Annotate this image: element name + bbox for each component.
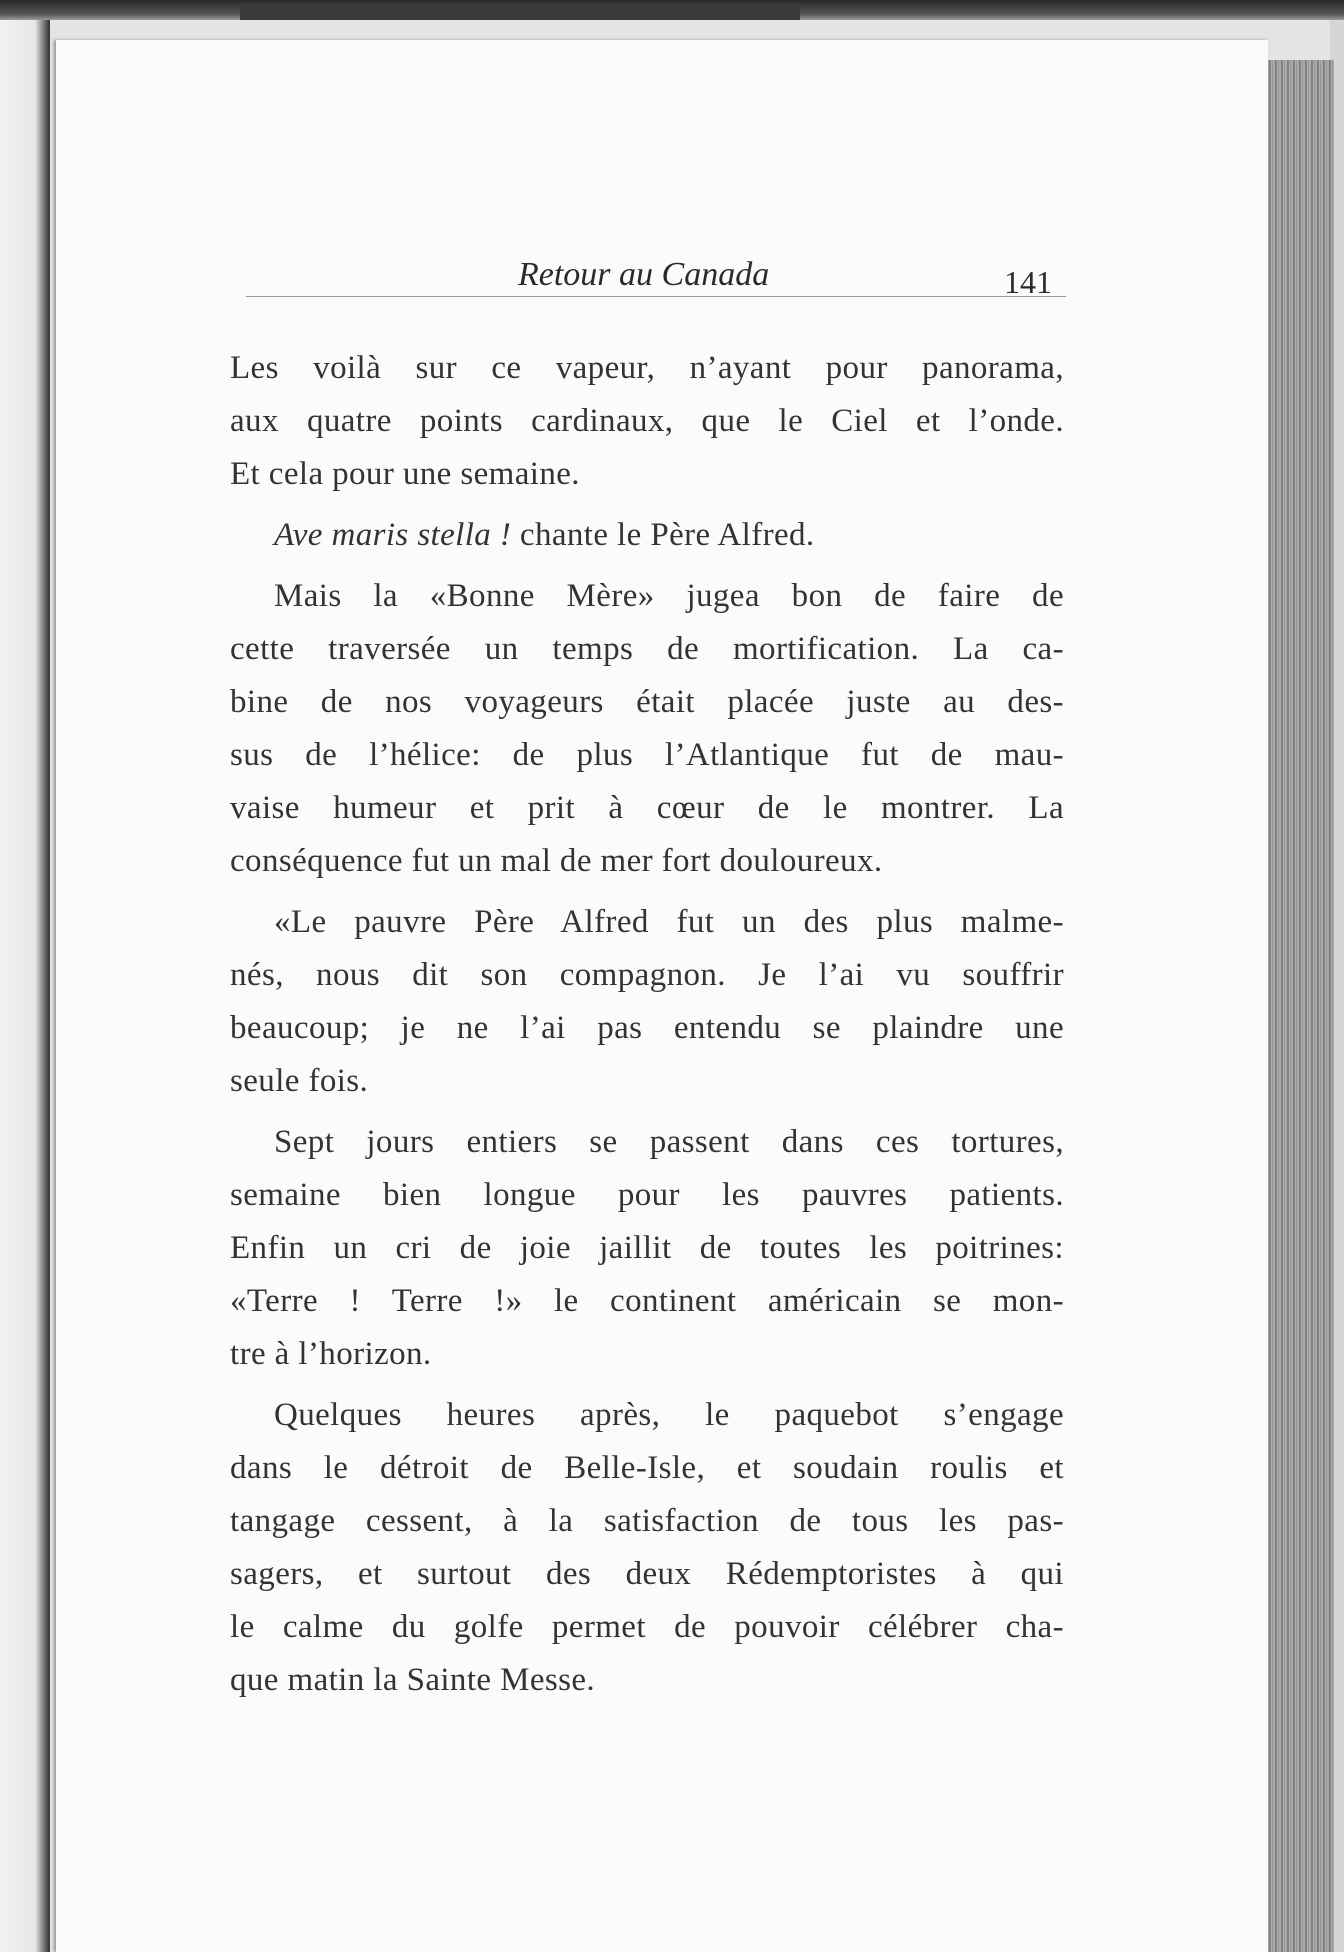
line-text: seule fois. (230, 1063, 369, 1099)
line-text: le calme du golfe permet de pouvoir célébrer cha- (230, 1609, 1064, 1645)
line-text: semaine bien longue pour les pauvres patients. (230, 1177, 1064, 1213)
line-text: sus de l’hélice: de plus l’Atlantique fut de mau- (230, 737, 1064, 773)
text-line (230, 1442, 1064, 1495)
line-text: tre à l’horizon. (230, 1336, 432, 1372)
text-line (230, 1275, 1064, 1328)
line-text: Sept jours entiers se passent dans ces tortures, (274, 1124, 1064, 1160)
line-text: bine de nos voyageurs était placée juste au des- (230, 684, 1064, 720)
text-line (230, 1002, 1064, 1055)
running-title: Retour au Canada (518, 256, 770, 293)
text-line (230, 1389, 1064, 1442)
book-page (56, 40, 1268, 1952)
text-line (230, 1116, 1064, 1169)
text-line (230, 1548, 1064, 1601)
line-text: sagers, et surtout des deux Rédemptoristes à qui (230, 1556, 1064, 1592)
text-line (230, 896, 1064, 949)
text-line (230, 1654, 1064, 1707)
line-text: conséquence fut un mal de mer fort douloureux. (230, 843, 883, 879)
scan-shadow (240, 6, 800, 20)
line-text: nés, nous dit son compagnon. Je l’ai vu souffrir (230, 957, 1064, 993)
book-page-edges (1266, 60, 1334, 1952)
line-text: Enfin un cri de joie jaillit de toutes les poitrines: (230, 1230, 1064, 1266)
text-line (230, 1055, 1064, 1108)
paragraph (230, 509, 1064, 562)
text-line (230, 1169, 1064, 1222)
text-line (230, 782, 1064, 835)
text-line (230, 623, 1064, 676)
italic-phrase: Ave maris stella ! (274, 517, 512, 553)
text-line (230, 729, 1064, 782)
text-line (230, 448, 1064, 501)
page-header (246, 212, 1066, 302)
line-text: chante le Père Alfred. (511, 517, 815, 553)
paragraph (230, 896, 1064, 1108)
line-text: tangage cessent, à la satisfaction de tous les pas- (230, 1503, 1064, 1539)
line-text: Quelques heures après, le paquebot s’engage (274, 1397, 1064, 1433)
text-line (230, 1328, 1064, 1381)
line-text: «Le pauvre Père Alfred fut un des plus malme- (274, 904, 1064, 940)
text-line (230, 1222, 1064, 1275)
line-text: Et cela pour une semaine. (230, 456, 580, 492)
text-line (230, 1601, 1064, 1654)
paragraph (230, 1389, 1064, 1707)
text-line (230, 570, 1064, 623)
text-line (230, 395, 1064, 448)
text-line (230, 676, 1064, 729)
text-line (230, 949, 1064, 1002)
line-text: Mais la «Bonne Mère» jugea bon de faire de (274, 578, 1064, 614)
text-line (230, 1495, 1064, 1548)
line-text: cette traversée un temps de mortification. La ca- (230, 631, 1064, 667)
paragraph (230, 1116, 1064, 1381)
text-line (230, 342, 1064, 395)
paragraph (230, 342, 1064, 501)
line-text: Les voilà sur ce vapeur, n’ayant pour panorama, (230, 350, 1064, 386)
line-text: que matin la Sainte Messe. (230, 1662, 596, 1698)
previous-page-edge (0, 20, 50, 1952)
line-text: aux quatre points cardinaux, que le Ciel et l’onde. (230, 403, 1064, 439)
page-number: 141 (1004, 264, 1052, 300)
paragraph (230, 570, 1064, 888)
header-rule (246, 296, 1066, 297)
text-line (230, 835, 1064, 888)
body-text (230, 342, 1064, 1715)
line-text: vaise humeur et prit à cœur de le montrer. La (230, 790, 1064, 826)
text-line (230, 509, 1064, 562)
line-text: «Terre ! Terre !» le continent américain se mon- (230, 1283, 1064, 1319)
line-text: dans le détroit de Belle-Isle, et soudain roulis et (230, 1450, 1064, 1486)
line-text: beaucoup; je ne l’ai pas entendu se plaindre une (230, 1010, 1064, 1046)
